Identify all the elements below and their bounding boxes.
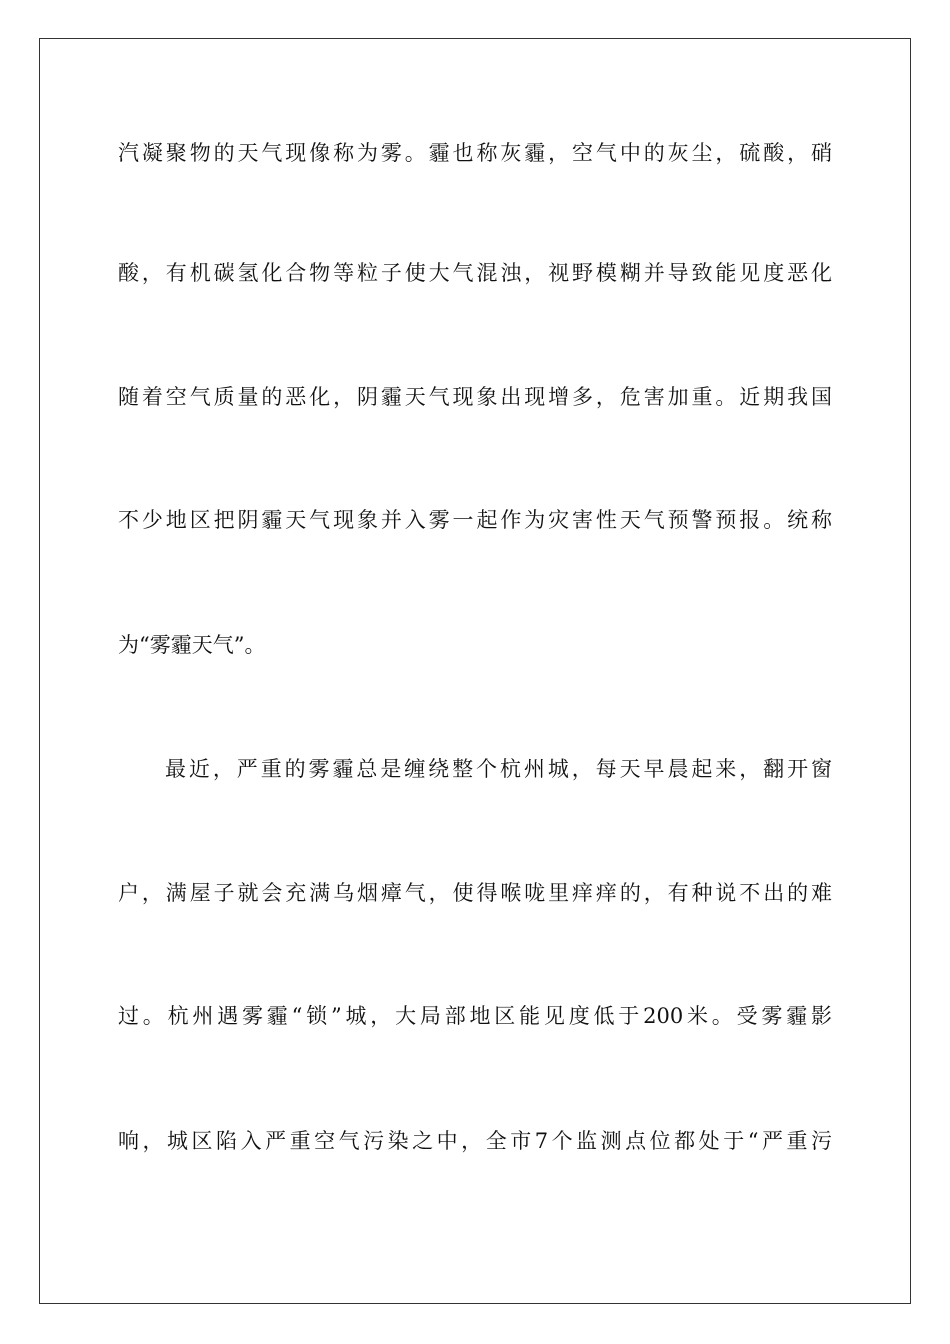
paragraph-line: 响，城区陷入严重空气污染之中，全市7个监测点位都处于“严重污 bbox=[118, 1129, 832, 1153]
paragraph-line: 最近，严重的雾霾总是缠绕整个杭州城，每天早晨起来，翻开窗 bbox=[165, 757, 832, 781]
paragraph-line: 汽凝聚物的天气现像称为雾。霾也称灰霾，空气中的灰尘，硫酸，硝 bbox=[118, 141, 832, 165]
paragraph-line: 为“雾霾天气”。 bbox=[118, 633, 266, 657]
paragraph-line: 过。杭州遇雾霾“锁”城，大局部地区能见度低于200米。受雾霾影 bbox=[118, 1004, 832, 1028]
paragraph-line: 户，满屋子就会充满乌烟瘴气，使得喉咙里痒痒的，有种说不出的难 bbox=[118, 881, 832, 905]
paragraph-line: 随着空气质量的恶化，阴霾天气现象出现增多，危害加重。近期我国 bbox=[118, 385, 832, 409]
paragraph-line: 不少地区把阴霾天气现象并入雾一起作为灾害性天气预警预报。统称 bbox=[118, 508, 832, 532]
paragraph-line: 酸，有机碳氢化合物等粒子使大气混浊，视野模糊并导致能见度恶化 bbox=[118, 261, 832, 285]
page-frame bbox=[39, 38, 911, 1304]
